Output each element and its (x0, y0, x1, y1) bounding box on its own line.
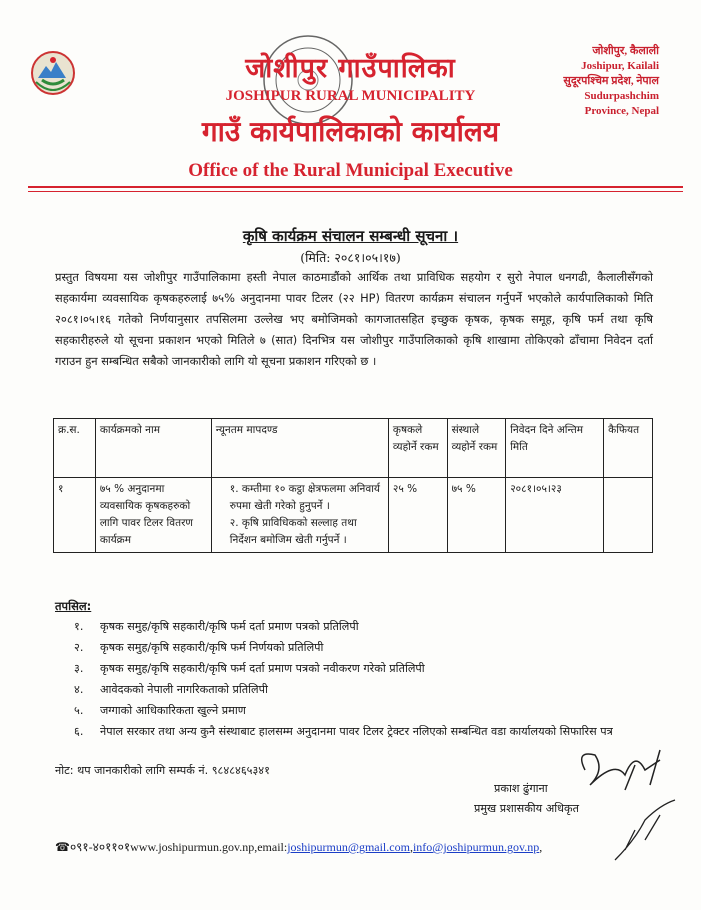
address-line: Joshipur, Kailali (581, 60, 659, 72)
notice-subject: कृषि कार्यक्रम संचालन सम्बन्धी सूचना । (242, 227, 459, 245)
office-title-en: Office of the Rural Municipal Executive (188, 160, 513, 181)
table-header: कैफियत (604, 419, 653, 478)
table-header: क्र.स. (54, 419, 96, 478)
list-item: ६. नेपाल सरकार तथा अन्य कुनै संस्थाबाट हालसम्म अनुदानमा पावर टिलर ट्रेक्टर नलिएको सम्बन्धित वडा कार्यालयको सिफारिस पत्र (74, 725, 613, 738)
document-list (74, 616, 664, 742)
list-item: ५. जग्गाको आधिकारिकता खुल्ने प्रमाण (74, 704, 246, 717)
office-title-np: गाउँ कार्यपालिकाको कार्यालय (201, 115, 500, 148)
table-header: न्यूनतम मापदण्ड (211, 419, 388, 478)
email-link-1[interactable]: joshipurmun@gmail.com (287, 840, 410, 854)
table-header: संस्थाले व्यहोर्ने रकम (447, 419, 506, 478)
notice-body: प्रस्तुत विषयमा यस जोशीपुर गाउँपालिकामा हस्ती नेपाल काठमाडौंको आर्थिक तथा प्राविधिक सहयोग र सुरो नेपाल धनगढी, कैलालीसँगको सहकार्यमा व्यवसायिक कृषकहरुलाई ७५% अनुदानमा पावर टिलर (२२ HP) वितरण कार्यक्रम संचालन गर्नुपर्ने भएकोले कार्यपालिकाको मिति २०८१।०५।१६ गतेको निर्णयानुसार तपसिलमा उल्लेख भए बमोजिमको कागजातसहित इच्छुक कृषक, कृषक समूह, कृषि फर्म तथा कृषि सहकारीहरुले यो सूचना प्रकाशन भएको मितिले ७ (सात) दिनभित्र यस जोशीपुर गाउँपालिकाको कृषि शाखामा तोकिएको ढाँचामा निवेदन दर्ता गराउन हुन सम्बन्धित सबैको जानकारीको लागि यो सूचना प्रकाशन गरिएको छ । (55, 270, 653, 368)
program-cell: ७५ % अनुदानमा व्यवसायिक कृषकहरुको लागि पावर टिलर वितरण कार्यक्रम (95, 478, 211, 553)
table-header-row (54, 419, 653, 478)
email-link-2[interactable]: info@joshipurmun.gov.np (412, 840, 540, 854)
handwritten-signature-icon (565, 730, 695, 880)
notice-date: (मिति: २०८१।०५।१७) (300, 250, 401, 265)
deadline-cell: २०८१।०५।२३ (506, 478, 604, 553)
org-share-cell: ७५ % (447, 478, 506, 553)
table-header: निवेदन दिने अन्तिम मिति (506, 419, 604, 478)
serial-cell: १ (54, 478, 96, 553)
phone-text: ☎०९१-४०११०१ (55, 840, 131, 854)
address-line: Sudurpashchim (584, 90, 659, 102)
contact-note: नोट: थप जानकारीको लागि सम्पर्क नं. ९८४८४६५३४१ (55, 764, 270, 777)
table-row (54, 478, 653, 553)
table-header: कृषकले व्यहोर्ने रकम (388, 419, 447, 478)
criteria-cell (211, 478, 388, 553)
criteria-item: १. कम्तीमा १० कट्ठा क्षेत्रफलमा अनिवार्य रुपमा खेती गरेको हुनुपर्ने । (229, 483, 381, 512)
criteria-item: २. कृषि प्राविधिकको सल्लाह तथा निर्देशन बमोजिम खेती गर्नुपर्ने । (229, 517, 357, 546)
signatory-title: प्रमुख प्रशासकीय अधिकृत (474, 802, 580, 815)
web-text: www.joshipurmun.gov.np,email: (130, 840, 288, 854)
address-block (563, 44, 659, 119)
header-divider (28, 186, 683, 188)
address-line: जोशीपुर, कैलाली (592, 45, 659, 57)
address-line: सुदूरपश्चिम प्रदेश, नेपाल (563, 75, 659, 87)
signatory-name: प्रकाश ढुंगाना (494, 782, 548, 795)
program-table (53, 418, 653, 553)
list-item: ४. आवेदकको नेपाली नागरिकताको प्रतिलिपी (74, 683, 268, 696)
list-item: २. कृषक समुह/कृषि सहकारी/कृषि फर्म निर्णयको प्रतिलिपी (74, 641, 324, 654)
list-item: १. कृषक समुह/कृषि सहकारी/कृषि फर्म दर्ता प्रमाण पत्रको प्रतिलिपी (74, 620, 359, 633)
remarks-cell (604, 478, 653, 553)
table-header: कार्यक्रमको नाम (95, 419, 211, 478)
address-line: Province, Nepal (584, 105, 659, 117)
tapsil-label: तपसिल: (55, 599, 92, 613)
header-divider-thin (28, 191, 683, 192)
municipality-title-en: JOSHIPUR RURAL MUNICIPALITY (225, 88, 476, 104)
list-item: ३. कृषक समुह/कृषि सहकारी/कृषि फर्म दर्ता प्रमाण पत्रको नवीकरण गरेको प्रतिलिपी (74, 662, 425, 675)
municipality-title-np: जोशीपुर गाउँपालिका (245, 53, 456, 84)
farmer-share-cell: २५ % (388, 478, 447, 553)
footer-contact: ☎०९१-४०११०१www.joshipurmun.gov.np,email:joshipurmun@gmail.com,info@joshipurmun.gov.np, (55, 840, 543, 854)
